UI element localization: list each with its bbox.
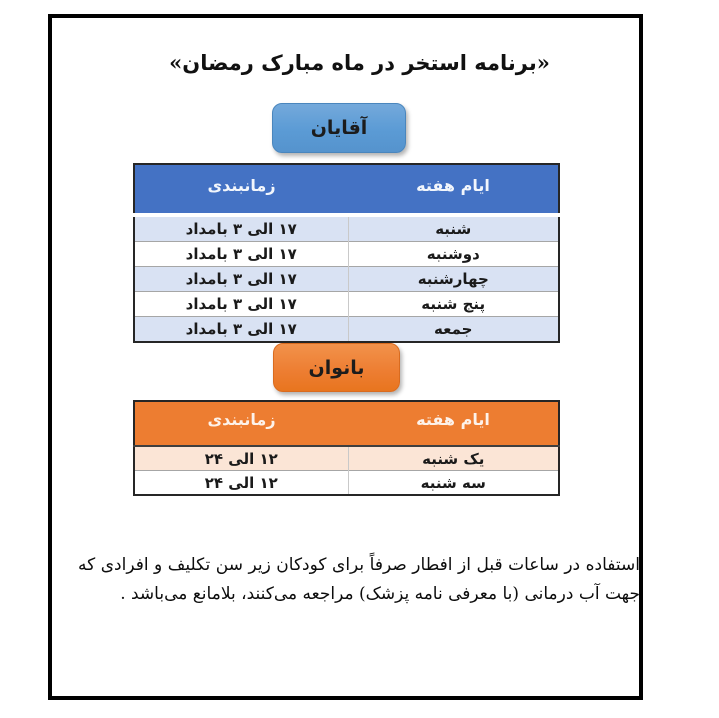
table-row <box>134 267 559 292</box>
time-cell: ۱۲ الی ۲۴ <box>134 471 348 496</box>
women-schedule-table <box>133 400 560 496</box>
table-row <box>134 471 559 496</box>
time-cell: ۱۷ الی ۳ بامداد <box>134 242 348 267</box>
table-row <box>134 446 559 471</box>
men-days-column-header: ایام هفته <box>348 164 559 215</box>
time-cell: ۱۷ الی ۳ بامداد <box>134 267 348 292</box>
table-row <box>134 215 559 242</box>
day-cell: جمعه <box>348 317 559 343</box>
women-section-label: بانوان <box>308 356 365 379</box>
day-cell: یک شنبه <box>348 446 559 471</box>
table-row <box>134 292 559 317</box>
time-cell: ۱۲ الی ۲۴ <box>134 446 348 471</box>
men-time-column-header: زمانبندی <box>134 164 348 215</box>
day-cell: پنج شنبه <box>348 292 559 317</box>
men-section-label: آقایان <box>310 117 368 139</box>
day-cell: شنبه <box>348 215 559 242</box>
table-row <box>134 317 559 343</box>
day-cell: چهارشنبه <box>348 267 559 292</box>
men-table-header-row <box>134 164 559 215</box>
women-days-column-header: ایام هفته <box>348 401 559 446</box>
time-cell: ۱۷ الی ۳ بامداد <box>134 317 348 343</box>
day-cell: دوشنبه <box>348 242 559 267</box>
page-title: «برنامه استخر در ماه مبارک رمضان» <box>169 50 550 75</box>
footnote-text: استفاده در ساعات قبل از افطار صرفاً برای کودکان زیر سن تکلیف و افرادی که جهت آب درمانی (با معرفی نامه پزشک) مراجعه می‌کنند، بلامانع می‌باشد . <box>78 555 640 604</box>
time-cell: ۱۷ الی ۳ بامداد <box>134 215 348 242</box>
time-cell: ۱۷ الی ۳ بامداد <box>134 292 348 317</box>
day-cell: سه شنبه <box>348 471 559 496</box>
men-section-badge <box>272 103 406 153</box>
men-schedule-table <box>133 163 560 343</box>
women-time-column-header: زمانبندی <box>134 401 348 446</box>
women-table-header-row <box>134 401 559 446</box>
table-row <box>134 242 559 267</box>
women-section-badge <box>273 343 400 392</box>
